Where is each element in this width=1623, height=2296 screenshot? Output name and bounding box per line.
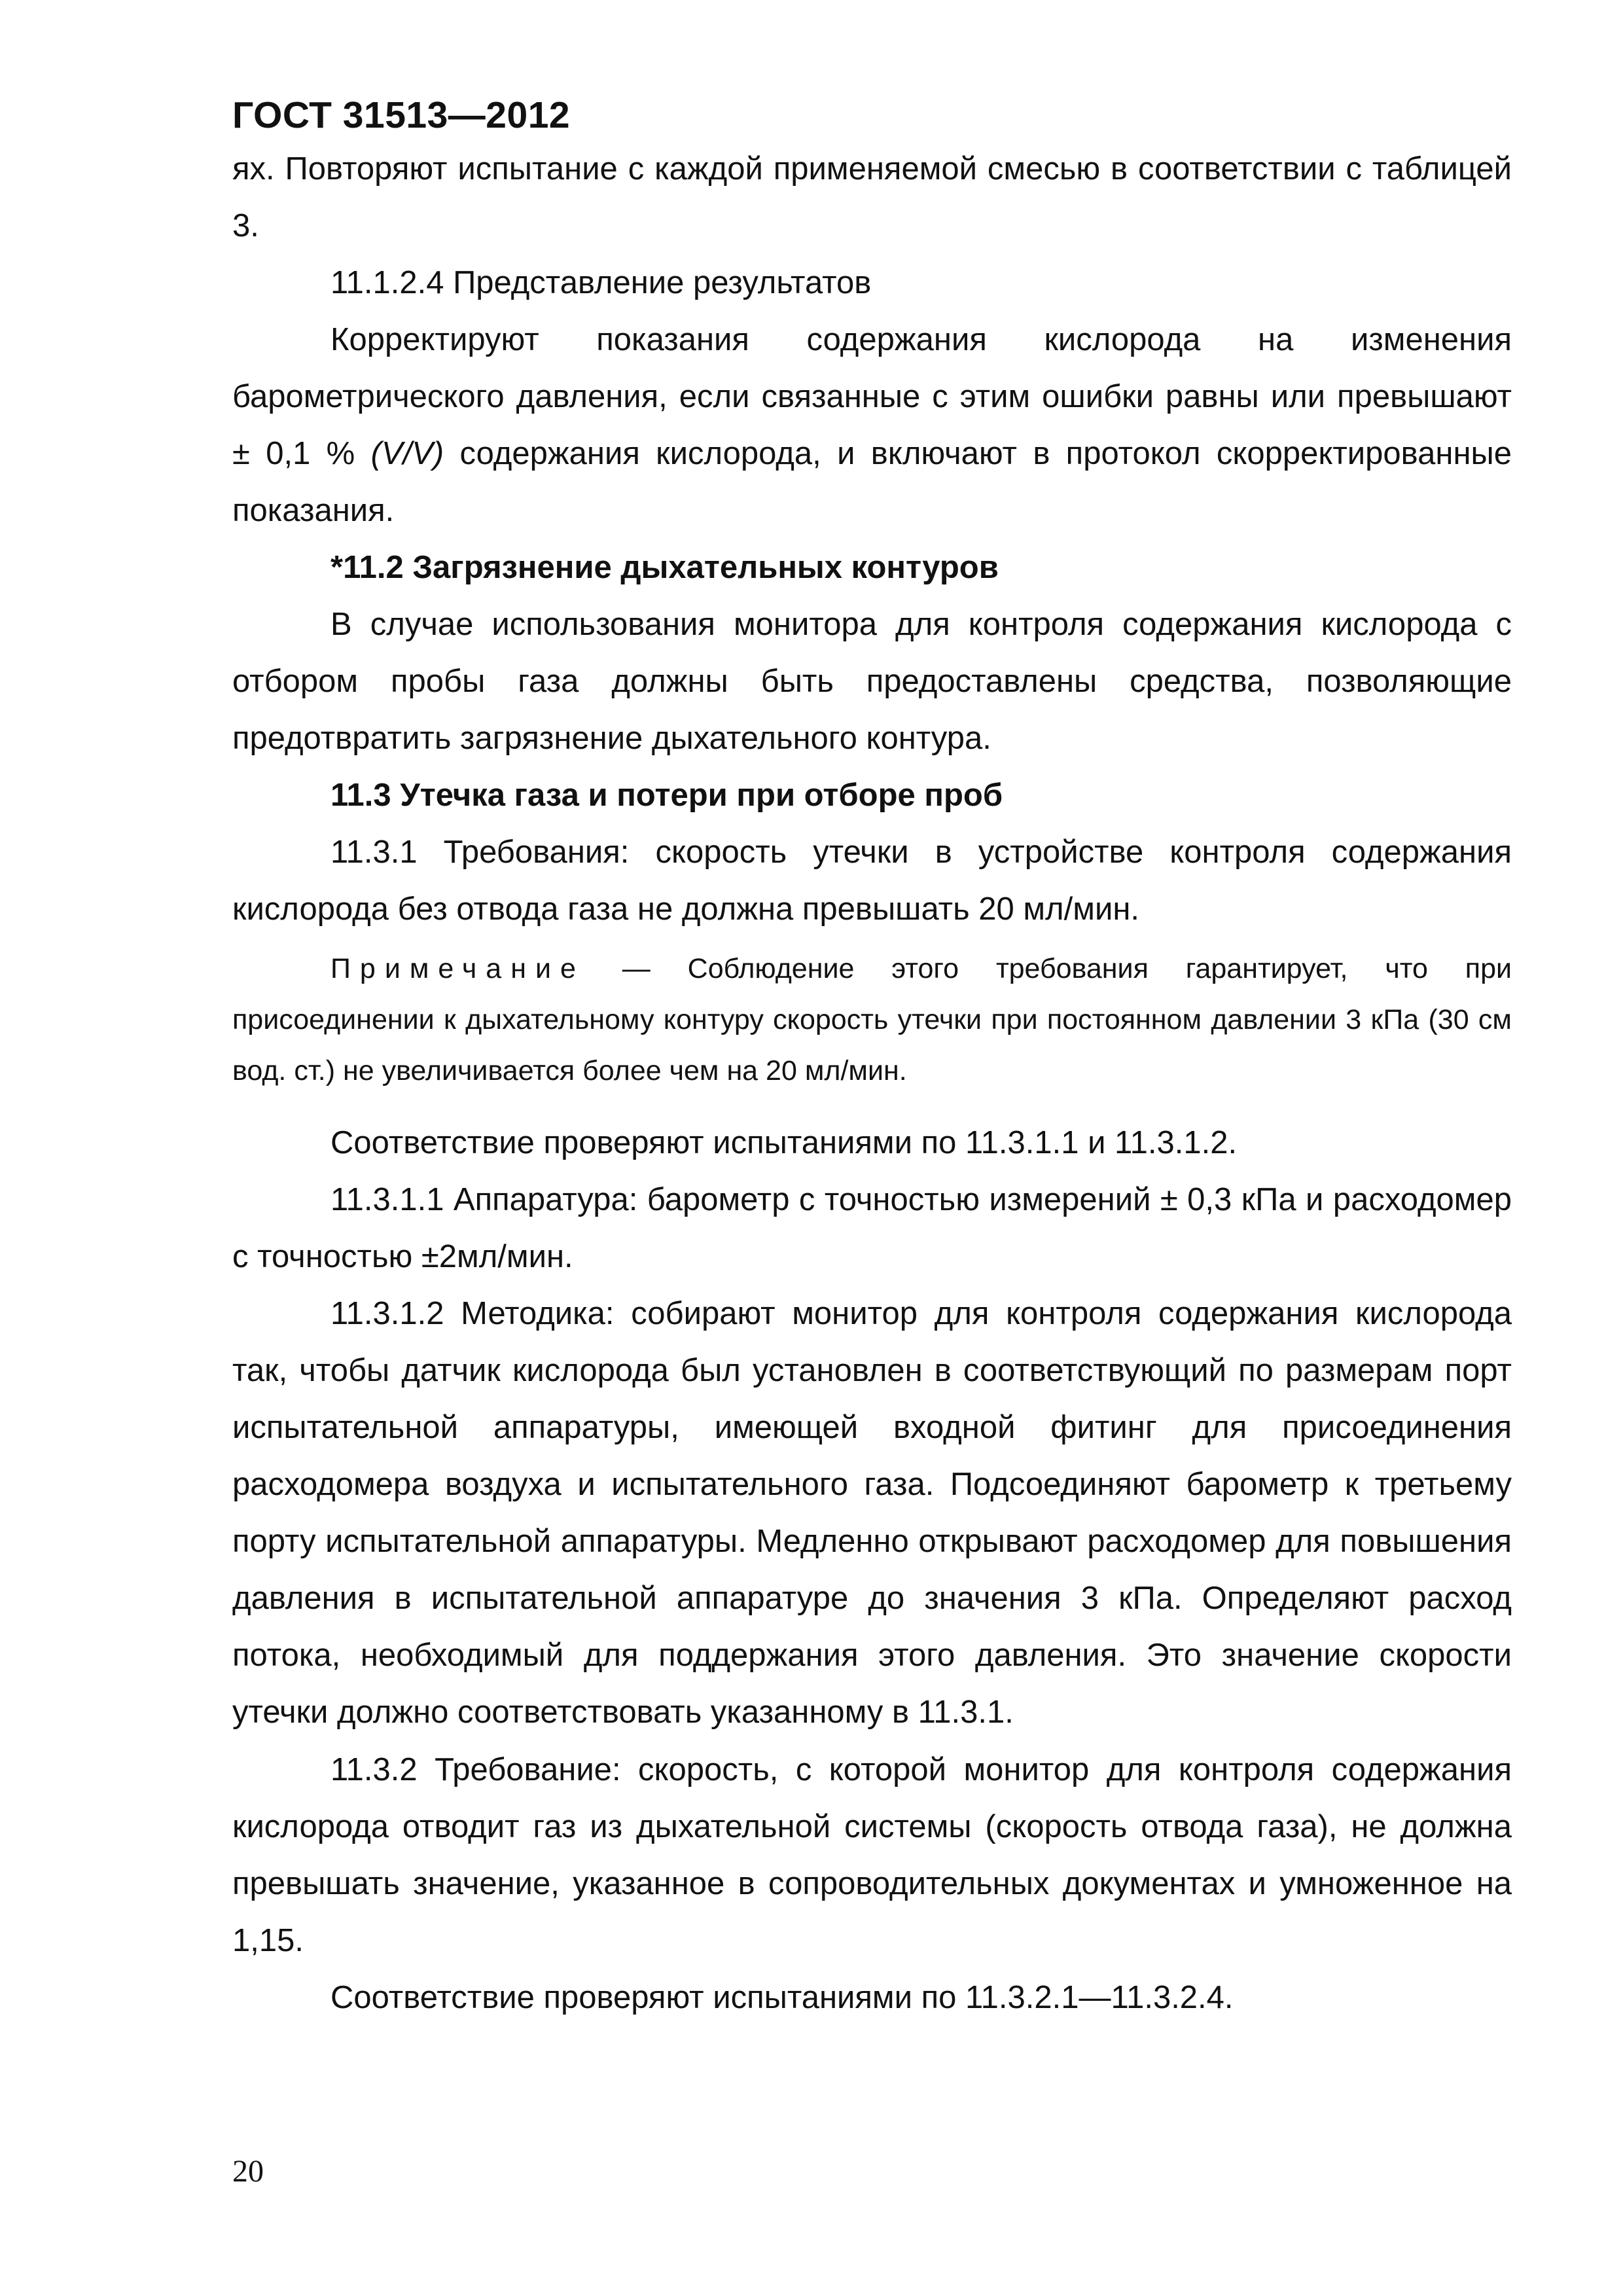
section-11-1-2-4-title: 11.1.2.4 Представление результатов bbox=[330, 265, 872, 300]
correction-text-end: содержания кислорода, и включают в протокол скорректированные показания. bbox=[232, 436, 1512, 528]
section-11-2-heading: *11.2 Загрязнение дыхательных контуров bbox=[330, 550, 999, 585]
note-label: Примечание bbox=[330, 953, 585, 984]
conformity-paragraph-1: Соответствие проверяют испытаниями по 11.3.1.1 и 11.3.1.2. bbox=[330, 1125, 1238, 1160]
section-11-2-paragraph: В случае использования монитора для контроля содержания кислорода с отбором пробы газа должны быть предоставлены средства, позволяющие предотвратить загрязнение дыхательного контура. bbox=[232, 607, 1512, 756]
continuation-paragraph: ях. Повторяют испытание с каждой применяемой смесью в соответствии с таблицей 3. bbox=[232, 151, 1512, 243]
volume-fraction-unit: (V/V) bbox=[370, 436, 444, 471]
conformity-paragraph-2: Соответствие проверяют испытаниями по 11.3.2.1—11.3.2.4. bbox=[330, 1980, 1234, 2015]
section-11-3-heading: 11.3 Утечка газа и потери при отборе проб bbox=[330, 778, 1003, 813]
correction-paragraph bbox=[232, 312, 1512, 539]
section-11-3-1-1-paragraph: 11.3.1.1 Аппаратура: барометр с точностью измерений ± 0,3 кПа и расходомер с точностью ±2мл/мин. bbox=[232, 1182, 1512, 1274]
section-11-3-1-paragraph: 11.3.1 Требования: скорость утечки в устройстве контроля содержания кислорода без отвода газа не должна превышать 20 мл/мин. bbox=[232, 834, 1512, 927]
document-header: ГОСТ 31513—2012 bbox=[232, 94, 571, 136]
correction-text-start: Корректируют показания содержания кислорода на изменения барометрического давления, если связанные с этим ошибки равны или превышают ± 0,1 % bbox=[232, 322, 1512, 471]
note-text: — Соблюдение этого требования гарантирует, что при присоединении к дыхательному контуру скорость утечки при постоянном давлении 3 кПа (30 см вод. ст.) не увеличивается более чем на 20 мл/мин. bbox=[232, 953, 1512, 1086]
section-11-3-1-2-paragraph: 11.3.1.2 Методика: собирают монитор для контроля содержания кислорода так, чтобы датчик кислорода был установлен в соответствующий по размерам порт испытательной аппаратуры, имеющей входной фитинг для присоединения расходомера воздуха и испытательного газа. Подсоединяют барометр к третьему порту испытательной аппаратуры. Медленно открывают расходомер для повышения давления в испытательной аппаратуре до значения 3 кПа. Определяют расход потока, необходимый для поддержания этого давления. Это значение скорости утечки должно соответствовать указанному в 11.3.1. bbox=[232, 1296, 1512, 1730]
section-11-3-2-paragraph: 11.3.2 Требование: скорость, с которой монитор для контроля содержания кислорода отводит газ из дыхательной системы (скорость отвода газа), не должна превышать значение, указанное в сопроводительных документах и умноженное на 1,15. bbox=[232, 1752, 1512, 1958]
note-paragraph bbox=[232, 943, 1512, 1096]
page-number: 20 bbox=[232, 2154, 264, 2189]
